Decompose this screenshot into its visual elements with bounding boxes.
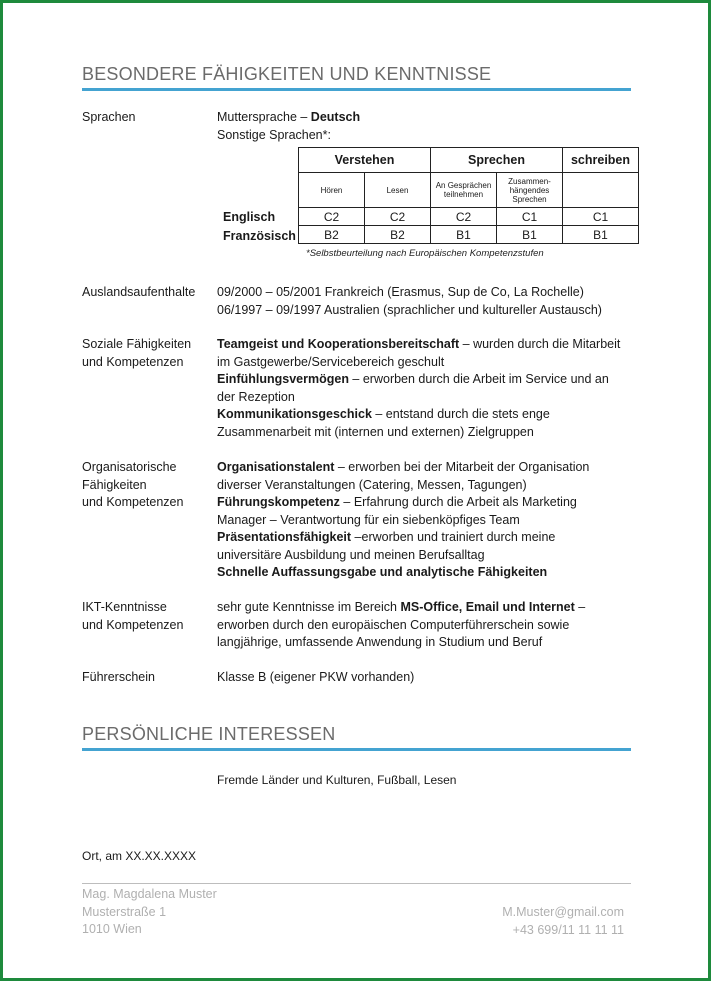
social-item-text: – wurden durch die Mitarbeit im Gastgewerbe/Servicebereich geschult [217,337,621,369]
table-cell: C1 [563,208,639,226]
table-footnote: *Selbstbeurteilung nach Europäischen Kompetenzstufen [306,248,544,259]
table-cell: C2 [299,208,365,226]
social-label [82,336,191,371]
license-text: Klasse B (eigener PKW vorhanden) [217,670,415,684]
mother-tongue-prefix: Muttersprache – [217,110,311,124]
footer-email: M.Muster@gmail.com [502,905,624,919]
social-item [217,406,622,441]
license-label: Führerschein [82,670,155,684]
section-rule-skills [82,88,631,91]
subheader-listening: Hören [299,173,365,208]
footer-name: Mag. Magdalena Muster [82,887,217,901]
table-cell: C1 [497,208,563,226]
organisational-item-text: –erworben und trainiert durch meine universitäre Ausbildung und meinen Berufsalltag [217,530,556,562]
social-item-title: Einfühlungsvermögen [217,372,349,386]
abroad-label: Auslandsaufenthalte [82,285,196,299]
organisational-item [217,459,617,494]
subheader-production: Zusammen-hängendes Sprechen [497,173,563,208]
table-cell: B2 [299,226,365,244]
organisational-label-line: Fähigkeiten [82,477,147,492]
footer-address [82,886,217,939]
social-item-text: – erworben durch die Arbeit im Service und an der Rezeption [217,372,609,404]
social-item [217,336,622,371]
social-item-title: Teamgeist und Kooperationsbereitschaft [217,337,460,351]
ikt-bold: MS-Office, Email und Internet [400,600,575,614]
languages-label: Sprachen [82,110,136,124]
social-item-title: Kommunikationsgeschick [217,407,372,421]
social-item-text: – entstand durch die stets enge Zusammenarbeit mit (internen und externen) Zielgruppen [217,407,550,439]
header-speaking: Sprechen [431,148,563,173]
ikt-content [217,599,607,652]
abroad-content [217,284,637,319]
organisational-item-title: Führungskompetenz [217,495,340,509]
organisational-item-title: Organisationstalent [217,460,335,474]
language-name-french: Französisch [223,229,296,243]
languages-content [217,109,637,144]
header-understanding: Verstehen [299,148,431,173]
organisational-label [82,459,183,512]
table-cell: B1 [431,226,497,244]
organisational-item [217,564,617,582]
place-date: Ort, am XX.XX.XXXX [82,849,197,863]
language-table [298,147,639,244]
section-title-interests: PERSÖNLICHE INTERESSEN [82,724,336,744]
abroad-line: 09/2000 – 05/2001 Frankreich (Erasmus, Sup de Co, La Rochelle) [217,285,584,299]
ikt-label-line: und Kompetenzen [82,617,184,632]
ikt-label-line: IKT-Kenntnisse [82,600,167,614]
table-cell: C2 [431,208,497,226]
subheader-interaction: An Gesprächen teilnehmen [431,173,497,208]
header-writing: schreiben [563,148,639,173]
social-content [217,336,622,441]
footer-street: Musterstraße 1 [82,904,167,919]
organisational-item-title: Schnelle Auffassungsgabe und analytische Fähigkeiten [217,565,548,579]
footer-phone: +43 699/11 11 11 11 [512,922,624,937]
organisational-item-text: – Erfahrung durch die Arbeit als Marketing Manager – Verantwortung für ein siebenköpfiges Team [217,495,577,527]
organisational-label-line: Organisatorische [82,460,177,474]
table-cell: B1 [563,226,639,244]
interests-text: Fremde Länder und Kulturen, Fußball, Lesen [217,773,457,787]
social-label-line: Soziale Fähigkeiten [82,337,192,351]
table-row [299,208,639,226]
abroad-line: 06/1997 – 09/1997 Australien (sprachlicher und kultureller Austausch) [217,302,602,317]
section-rule-interests [82,748,631,751]
organisational-item [217,529,617,564]
mother-tongue: Deutsch [310,110,361,124]
footer-city: 1010 Wien [82,922,142,936]
table-row [299,226,639,244]
ikt-suffix: – erworben durch den europäischen Computerführerschein sowie langjährige, umfassende Anwendung in Studium und Beruf [217,600,586,649]
ikt-label [82,599,183,634]
social-item [217,371,622,406]
social-label-line: und Kompetenzen [82,354,184,369]
footer-contact [502,904,624,939]
footer-rule [82,883,631,884]
table-cell: B2 [365,226,431,244]
organisational-label-line: und Kompetenzen [82,495,184,509]
section-title-skills: BESONDERE FÄHIGKEITEN UND KENNTNISSE [82,64,492,84]
table-cell: C2 [365,208,431,226]
organisational-item-text: – erworben bei der Mitarbeit der Organisation diverser Veranstaltungen (Catering, Messen, Tagungen) [217,460,590,492]
organisational-content [217,459,617,582]
language-name-english: Englisch [223,210,276,224]
subheader-writing [563,173,639,208]
subheader-reading: Lesen [365,173,431,208]
other-languages: Sonstige Sprachen*: [217,127,331,142]
organisational-item-title: Präsentationsfähigkeit [217,530,352,544]
ikt-prefix: sehr gute Kenntnisse im Bereich [217,600,401,614]
organisational-item [217,494,617,529]
table-cell: B1 [497,226,563,244]
